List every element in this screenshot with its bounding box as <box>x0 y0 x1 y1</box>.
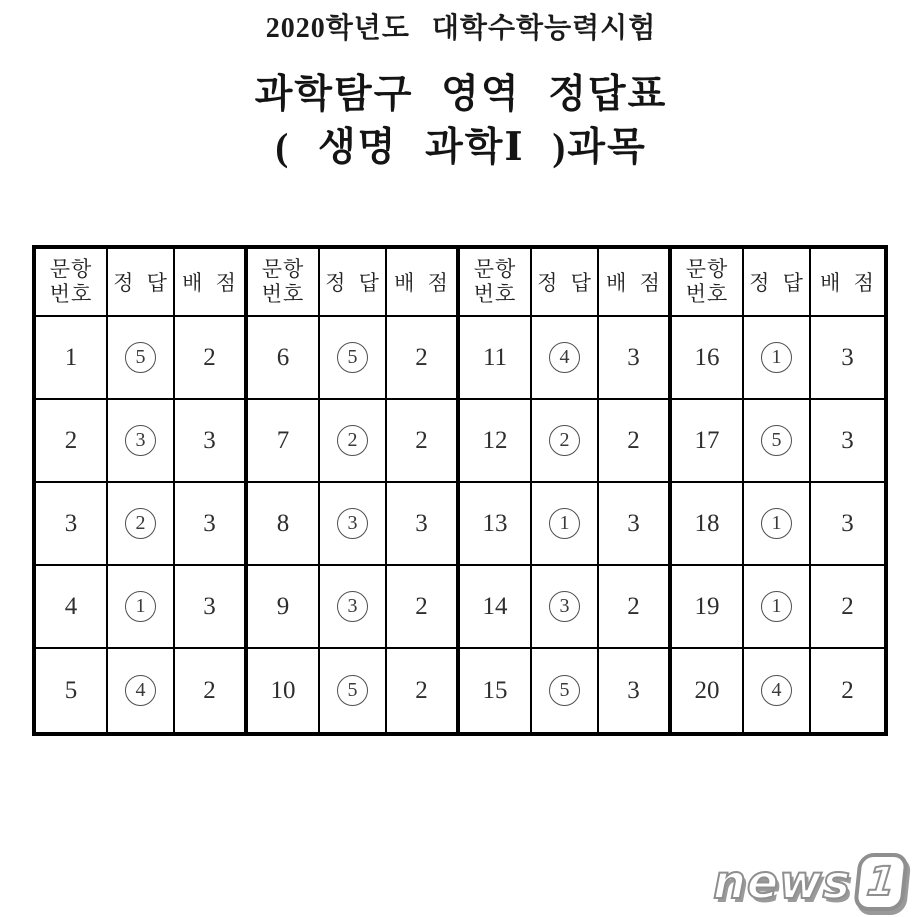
question-no-header-line1: 문항 <box>685 257 729 282</box>
points-cell: 3 <box>811 483 884 566</box>
question-number-cell: 12 <box>460 400 532 483</box>
answer-cell <box>744 566 811 649</box>
question-number-cell: 2 <box>36 400 108 483</box>
points-cell: 3 <box>599 649 672 732</box>
circled-answer-number: 5 <box>549 675 580 706</box>
circled-answer-number: 1 <box>761 591 792 622</box>
question-number-cell: 15 <box>460 649 532 732</box>
circled-answer-number: 5 <box>761 425 792 456</box>
column-header-answer <box>744 249 811 317</box>
question-number-cell: 1 <box>36 317 108 400</box>
question-number-cell: 11 <box>460 317 532 400</box>
column-header-question-no <box>460 249 532 317</box>
points-cell: 2 <box>387 400 460 483</box>
question-no-header-line2: 번호 <box>685 282 729 306</box>
answer-header-label: 정 답 <box>749 271 804 295</box>
question-number-cell: 13 <box>460 483 532 566</box>
circled-answer-number: 1 <box>761 508 792 539</box>
points-header-label: 배 점 <box>820 271 875 295</box>
points-cell: 2 <box>811 566 884 649</box>
circled-answer-number: 1 <box>125 591 156 622</box>
answer-cell <box>532 483 599 566</box>
question-number-cell: 9 <box>248 566 320 649</box>
answer-cell <box>532 649 599 732</box>
question-number-cell: 18 <box>672 483 744 566</box>
document-header <box>0 0 922 172</box>
circled-answer-number: 1 <box>549 508 580 539</box>
answer-cell <box>532 400 599 483</box>
question-number-cell: 17 <box>672 400 744 483</box>
circled-answer-number: 2 <box>125 508 156 539</box>
points-cell: 3 <box>175 483 248 566</box>
circled-answer-number: 5 <box>125 342 156 373</box>
column-header-points <box>387 249 460 317</box>
question-number-cell: 14 <box>460 566 532 649</box>
points-cell: 3 <box>811 317 884 400</box>
points-cell: 2 <box>599 566 672 649</box>
column-header-points <box>175 249 248 317</box>
column-header-answer <box>320 249 387 317</box>
points-cell: 2 <box>599 400 672 483</box>
points-header-label: 배 점 <box>182 271 237 295</box>
answer-table-title: 과학탐구 영역 정답표 <box>254 72 668 116</box>
news1-logo-digit: 1 <box>864 859 898 905</box>
question-number-cell: 5 <box>36 649 108 732</box>
circled-answer-number: 2 <box>549 425 580 456</box>
question-number-cell: 6 <box>248 317 320 400</box>
answer-cell <box>108 400 175 483</box>
column-header-question-no <box>672 249 744 317</box>
circled-answer-number: 3 <box>337 508 368 539</box>
column-header-answer <box>532 249 599 317</box>
points-cell: 3 <box>175 566 248 649</box>
question-no-header-line2: 번호 <box>261 282 305 306</box>
answer-cell <box>320 400 387 483</box>
column-header-question-no <box>36 249 108 317</box>
question-no-header-line1: 문항 <box>261 257 305 282</box>
answer-cell <box>320 649 387 732</box>
circled-answer-number: 4 <box>549 342 580 373</box>
points-cell: 2 <box>387 566 460 649</box>
points-cell: 2 <box>387 317 460 400</box>
question-no-header-line2: 번호 <box>473 282 517 306</box>
column-header-points <box>599 249 672 317</box>
circled-answer-number: 5 <box>337 342 368 373</box>
points-cell: 2 <box>175 317 248 400</box>
column-header-answer <box>108 249 175 317</box>
question-number-cell: 19 <box>672 566 744 649</box>
news1-watermark <box>713 853 906 911</box>
answer-cell <box>320 317 387 400</box>
answer-cell <box>532 566 599 649</box>
points-cell: 3 <box>175 400 248 483</box>
points-cell: 3 <box>599 483 672 566</box>
question-number-cell: 8 <box>248 483 320 566</box>
answer-cell <box>108 483 175 566</box>
answer-cell <box>108 317 175 400</box>
points-cell: 2 <box>811 649 884 732</box>
answer-cell <box>744 649 811 732</box>
question-number-cell: 16 <box>672 317 744 400</box>
circled-answer-number: 2 <box>337 425 368 456</box>
column-header-question-no <box>248 249 320 317</box>
circled-answer-number: 1 <box>761 342 792 373</box>
question-number-cell: 3 <box>36 483 108 566</box>
points-cell: 2 <box>175 649 248 732</box>
answer-table <box>32 245 888 736</box>
news1-logo-text: news <box>713 855 851 909</box>
answer-cell <box>744 317 811 400</box>
question-no-header-line1: 문항 <box>473 257 517 282</box>
answer-cell <box>744 400 811 483</box>
subject-title: ( 생명 과학Ⅰ )과목 <box>275 126 647 170</box>
points-cell: 3 <box>599 317 672 400</box>
question-no-header-line1: 문항 <box>49 257 93 282</box>
points-header-label: 배 점 <box>394 271 449 295</box>
answer-header-label: 정 답 <box>325 271 380 295</box>
points-cell: 3 <box>387 483 460 566</box>
circled-answer-number: 5 <box>337 675 368 706</box>
answer-cell <box>108 649 175 732</box>
exam-title: 2020학년도 대학수학능력시험 <box>265 13 657 44</box>
question-number-cell: 10 <box>248 649 320 732</box>
question-number-cell: 4 <box>36 566 108 649</box>
circled-answer-number: 3 <box>337 591 368 622</box>
answer-header-label: 정 답 <box>537 271 592 295</box>
points-header-label: 배 점 <box>606 271 661 295</box>
question-number-cell: 7 <box>248 400 320 483</box>
question-no-header-line2: 번호 <box>49 282 93 306</box>
points-cell: 2 <box>387 649 460 732</box>
answer-cell <box>532 317 599 400</box>
news1-logo-badge <box>853 853 909 911</box>
points-cell: 3 <box>811 400 884 483</box>
answer-cell <box>744 483 811 566</box>
column-header-points <box>811 249 884 317</box>
circled-answer-number: 4 <box>125 675 156 706</box>
answer-cell <box>320 566 387 649</box>
answer-header-label: 정 답 <box>113 271 168 295</box>
circled-answer-number: 4 <box>761 675 792 706</box>
question-number-cell: 20 <box>672 649 744 732</box>
circled-answer-number: 3 <box>125 425 156 456</box>
answer-cell <box>108 566 175 649</box>
circled-answer-number: 3 <box>549 591 580 622</box>
answer-cell <box>320 483 387 566</box>
